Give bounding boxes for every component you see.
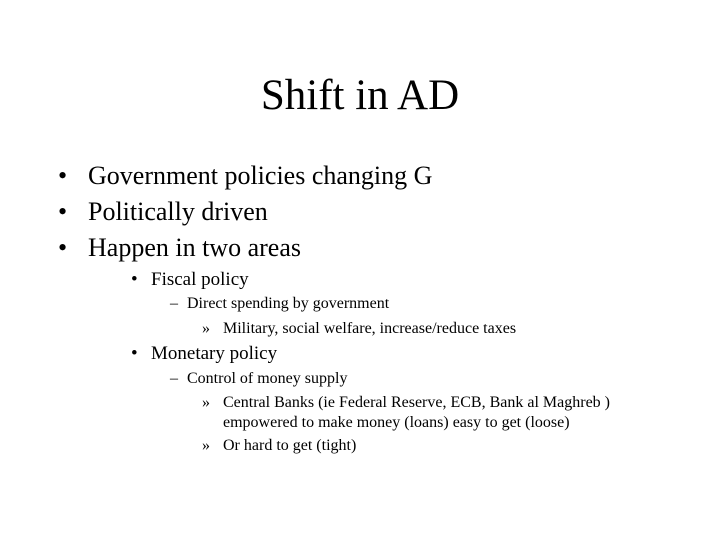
- bullet-politically-driven: Politically driven: [88, 197, 268, 226]
- sub-bullet-fiscal-policy: Fiscal policy: [151, 269, 249, 290]
- bullet-marker: •: [58, 161, 68, 190]
- detail-marker: »: [202, 394, 210, 411]
- detail-central-banks-line1: Central Banks (ie Federal Reserve, ECB, Bank al Maghreb ): [223, 394, 610, 411]
- bullet-marker: •: [58, 233, 68, 262]
- bullet-marker: •: [58, 197, 68, 226]
- detail-marker: »: [202, 320, 210, 337]
- dash-marker: –: [170, 370, 178, 387]
- slide-title: Shift in AD: [260, 72, 460, 119]
- detail-central-banks-line2: empowered to make money (loans) easy to get (loose): [223, 414, 570, 431]
- bullet-two-areas: Happen in two areas: [88, 233, 301, 262]
- item-direct-spending: Direct spending by government: [187, 295, 390, 312]
- bullet-government-policies: Government policies changing G: [88, 161, 433, 190]
- detail-military-welfare-taxes: Military, social welfare, increase/reduce taxes: [223, 320, 517, 337]
- sub-bullet-marker: •: [131, 343, 138, 364]
- sub-bullet-marker: •: [131, 269, 138, 290]
- sub-bullet-monetary-policy: Monetary policy: [151, 343, 278, 364]
- item-control-money-supply: Control of money supply: [187, 370, 348, 387]
- detail-hard-to-get: Or hard to get (tight): [223, 437, 357, 454]
- dash-marker: –: [170, 295, 178, 312]
- detail-marker: »: [202, 437, 210, 454]
